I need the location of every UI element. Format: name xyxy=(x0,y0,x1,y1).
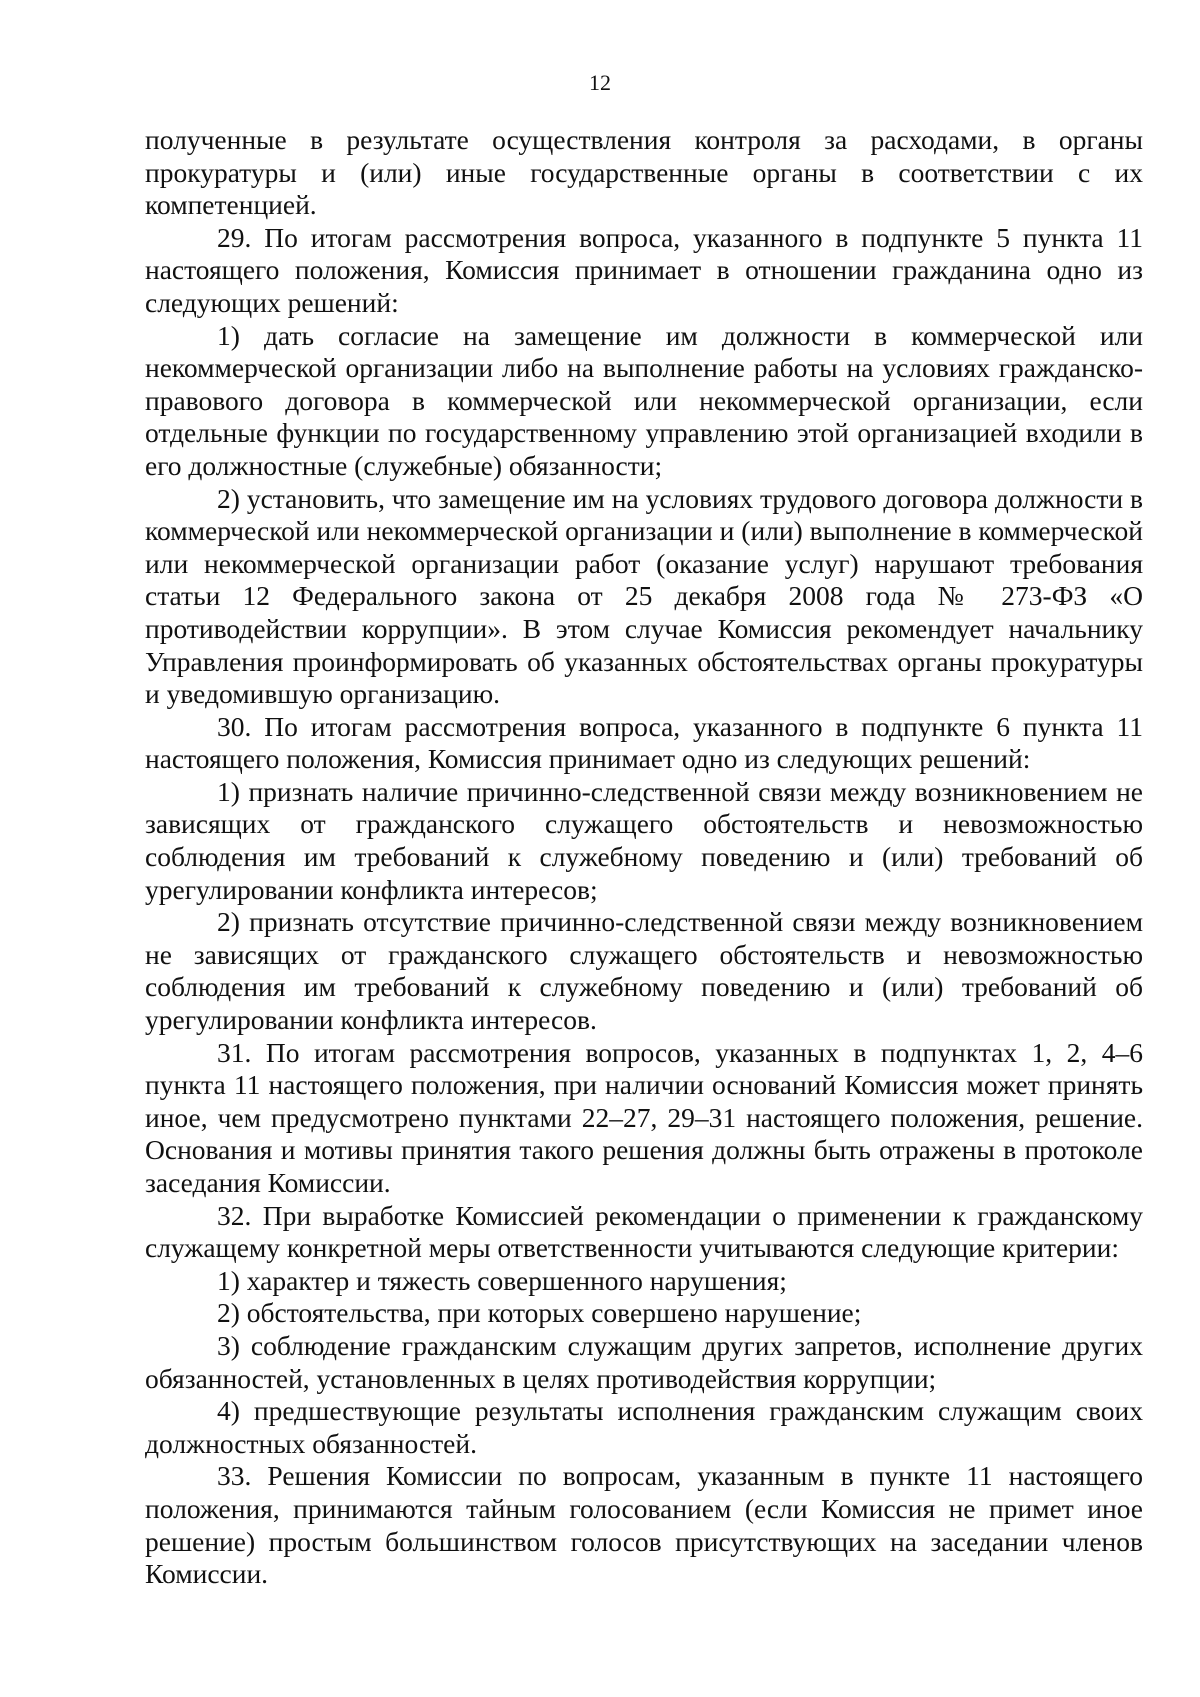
paragraph-item-30-2: 2) признать отсутствие причинно-следственной связи между возникновением не зависящих от гражданского служащего обстоятельств и невозможностью соблюдения им требований к служебному поведению и (или) требований об урегулировании конфликта интересов. xyxy=(145,906,1143,1036)
paragraph-item-29: 29. По итогам рассмотрения вопроса, указанного в подпункте 5 пункта 11 настоящего положения, Комиссия принимает в отношении гражданина одно из следующих решений: xyxy=(145,221,1143,318)
paragraph-continuation: полученные в результате осуществления контроля за расходами, в органы прокуратуры и (или) иные государственные органы в соответствии с их компетенцией. xyxy=(145,124,1143,221)
paragraph-item-32-4: 4) предшествующие результаты исполнения гражданским служащим своих должностных обязанностей. xyxy=(145,1395,1143,1459)
paragraph-item-30: 30. По итогам рассмотрения вопроса, указанного в подпункте 6 пункта 11 настоящего положения, Комиссия принимает одно из следующих решений: xyxy=(145,710,1143,775)
paragraph-item-30-1: 1) признать наличие причинно-следственной связи между возникновением не зависящих от гражданского служащего обстоятельств и невозможностью соблюдения им требований к служебному поведению и (или) требований об урегулировании конфликта интересов; xyxy=(145,775,1143,905)
paragraph-item-32-3: 3) соблюдение гражданским служащим других запретов, исполнение других обязанностей, установленных в целях противодействия коррупции; xyxy=(145,1329,1143,1394)
paragraph-item-29-1: 1) дать согласие на замещение им должности в коммерческой или некоммерческой организации либо на выполнение работы на условиях гражданско-правового договора в коммерческой или некоммерческой организации, если отдельные функции по государственному управлению этой организацией входили в его должностные (служебные) обязанности; xyxy=(145,319,1143,481)
paragraph-item-29-2: 2) установить, что замещение им на условиях трудового договора должности в коммерческой или некоммерческой организации и (или) выполнение в коммерческой или некоммерческой организации работ (оказание услуг) нарушают требования статьи 12 Федерального закона от 25 декабря 2008 года № 273-ФЗ «О противодействии коррупции». В этом случае Комиссия рекомендует начальнику Управления проинформировать об указанных обстоятельствах органы прокуратуры и уведомившую организацию. xyxy=(145,482,1143,710)
paragraph-item-32-1: 1) характер и тяжесть совершенного нарушения; xyxy=(217,1264,787,1296)
document-body xyxy=(145,124,1143,1591)
paragraph-item-32: 32. При выработке Комиссией рекомендации о применении к гражданскому служащему конкретной меры ответственности учитываются следующие критерии: xyxy=(145,1199,1143,1264)
paragraph-item-33: 33. Решения Комиссии по вопросам, указанным в пункте 11 настоящего положения, принимаются тайным голосованием (если Комиссия не примет иное решение) простым большинством голосов присутствующих на заседании членов Комиссии. xyxy=(145,1460,1143,1590)
paragraph-item-32-2: 2) обстоятельства, при которых совершено нарушение; xyxy=(217,1297,862,1329)
paragraph-item-31: 31. По итогам рассмотрения вопросов, указанных в подпунктах 1, 2, 4–6 пункта 11 настоящего положения, при наличии оснований Комиссия может принять иное, чем предусмотрено пунктами 22–27, 29–31 настоящего положения, решение. Основания и мотивы принятия такого решения должны быть отражены в протоколе заседания Комиссии. xyxy=(145,1036,1143,1198)
page-number: 12 xyxy=(589,70,611,95)
